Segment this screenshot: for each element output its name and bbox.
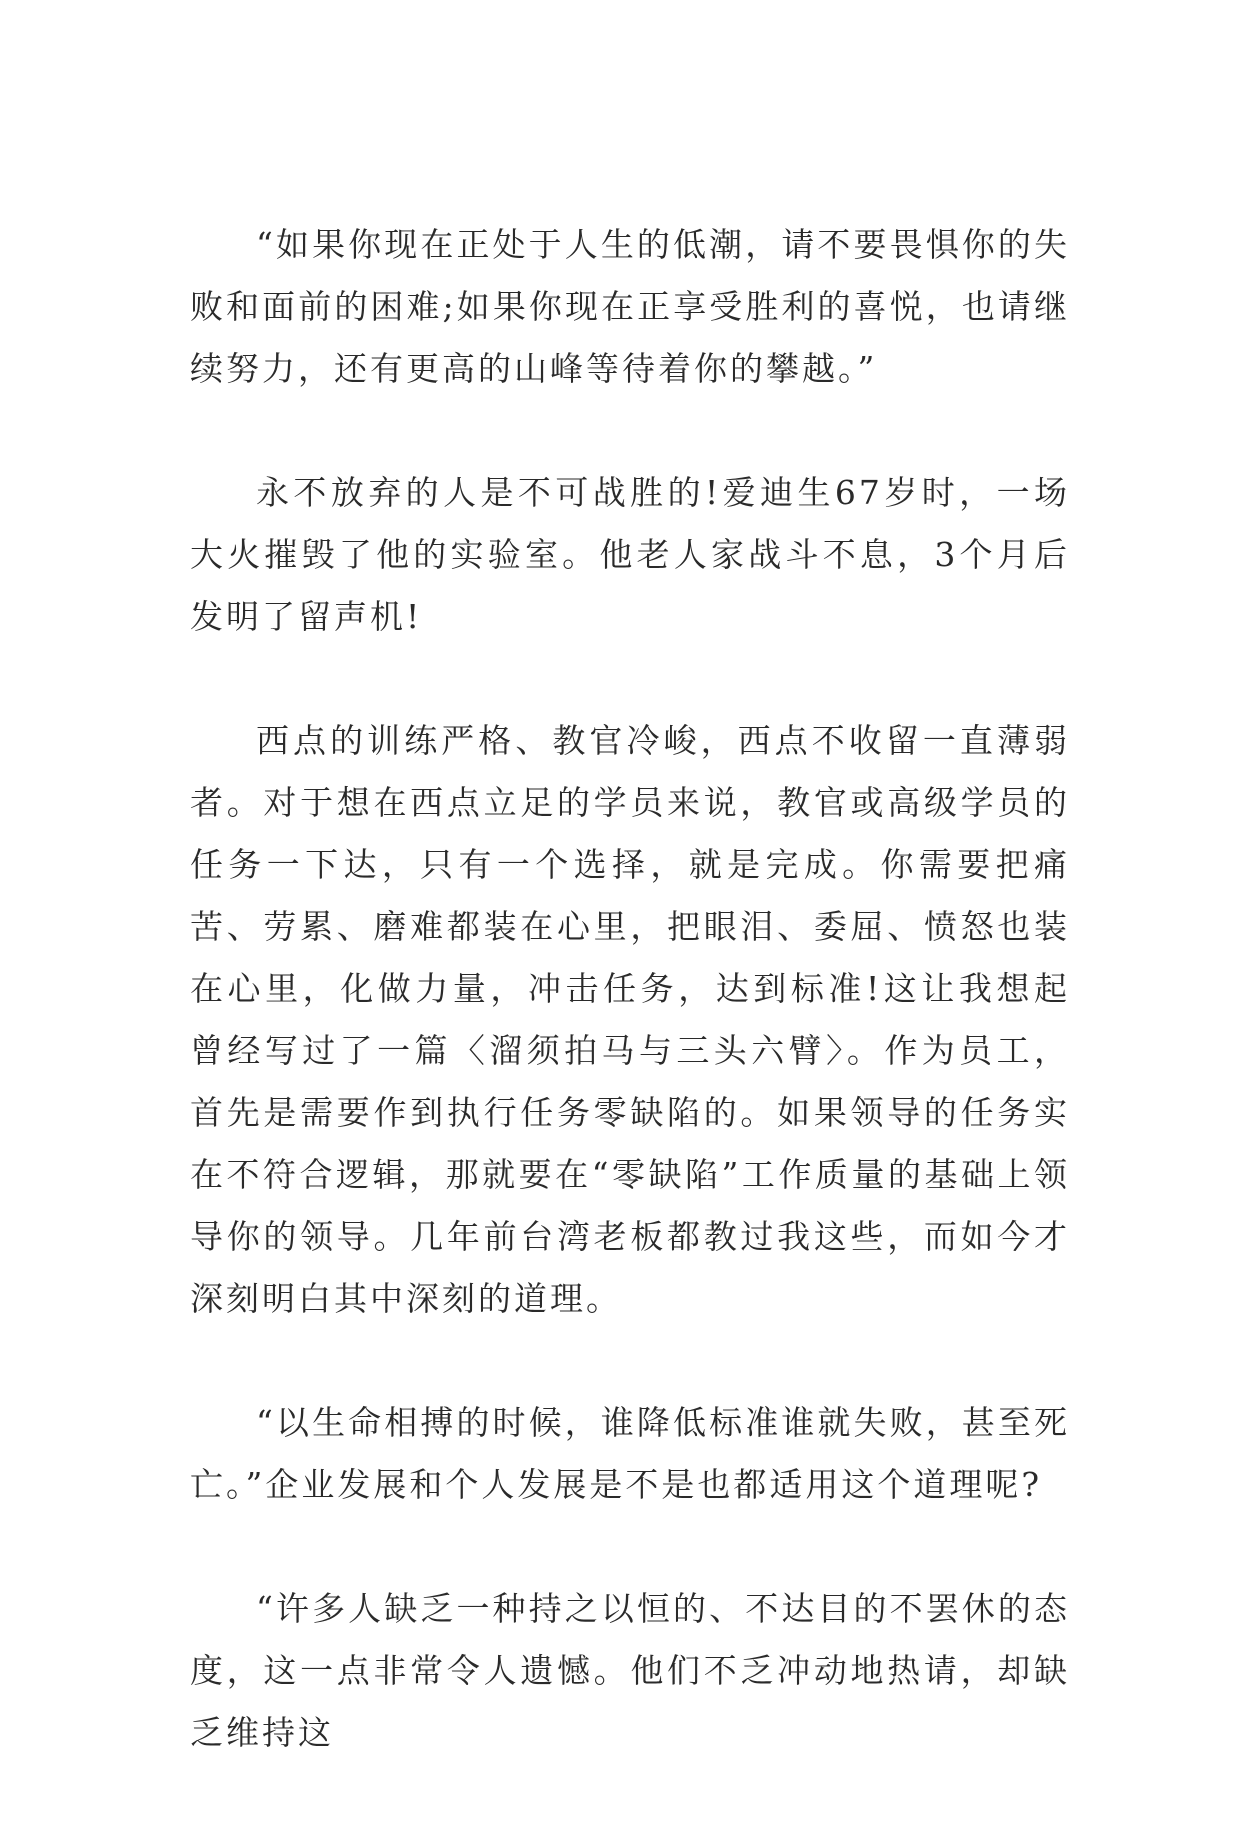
paragraph-edison: 永不放弃的人是不可战胜的!爱迪生67岁时，一场大火摧毁了他的实验室。他老人家战斗不息，3个月后发明了留声机!: [190, 473, 1070, 636]
paragraph-quote-low-tide: “如果你现在正处于人生的低潮，请不要畏惧你的失败和面前的困难;如果你现在正享受胜利的喜悦，也请继续努力，还有更高的山峰等待着你的攀越。”: [190, 225, 1070, 388]
paragraph-west-point: 西点的训练严格、教官冷峻，西点不收留一直薄弱者。对于想在西点立足的学员来说，教官或高级学员的任务一下达，只有一个选择，就是完成。你需要把痛苦、劳累、磨难都装在心里，把眼泪、委屈、愤怒也装在心里，化做力量，冲击任务，达到标准!这让我想起曾经写过了一篇〈溜须拍马与三头六臂〉。作为员工，首先是需要作到执行任务零缺陷的。如果领导的任务实在不符合逻辑，那就要在“零缺陷”工作质量的基础上领导你的领导。几年前台湾老板都教过我这些，而如今才深刻明白其中深刻的道理。: [190, 721, 1070, 1318]
paragraph-persistence: “许多人缺乏一种持之以恒的、不达目的不罢休的态度，这一点非常令人遗憾。他们不乏冲动地热请，却缺乏维持这: [190, 1589, 1070, 1752]
document-body: [190, 214, 1070, 1826]
paragraph-life-struggle: “以生命相搏的时候，谁降低标准谁就失败，甚至死亡。”企业发展和个人发展是不是也都适用这个道理呢?: [190, 1403, 1070, 1504]
